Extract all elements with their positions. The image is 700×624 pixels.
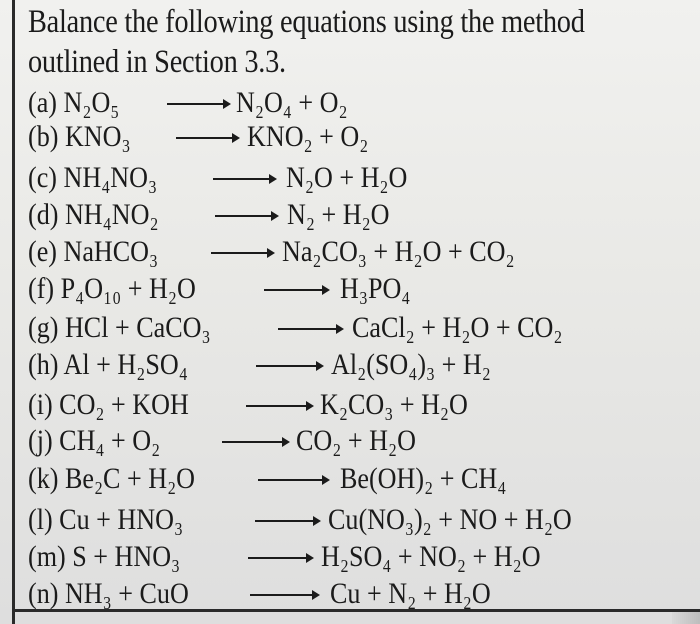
equation-e	[0, 235, 700, 269]
reactants: Be₂C + H₂O	[64, 462, 196, 495]
reaction-arrow-icon	[222, 441, 284, 443]
equation-n	[0, 577, 700, 611]
equation-lhs	[28, 462, 195, 496]
reactants: CO₂ + KOH	[59, 388, 189, 421]
equation-lhs	[28, 161, 157, 195]
equation-letter: (l)	[28, 503, 53, 536]
instruction-line-1: Balance the following equations using the method	[28, 4, 585, 40]
equation-letter: (j)	[28, 424, 53, 457]
equation-j	[0, 424, 700, 458]
equation-letter: (g)	[28, 311, 59, 344]
equation-c	[0, 161, 700, 195]
equation-lhs	[28, 577, 189, 611]
equation-h	[0, 348, 700, 382]
reaction-arrow-icon	[215, 215, 273, 217]
reaction-arrow-icon	[211, 252, 269, 254]
equation-g	[0, 311, 700, 345]
reactants: CH₄ + O₂	[59, 424, 161, 457]
equation-a	[0, 86, 700, 120]
equation-letter: (b)	[28, 120, 59, 153]
reaction-arrow-icon	[248, 557, 308, 559]
products: N₂O + H₂O	[286, 161, 408, 194]
products: H₂SO₄ + NO₂ + H₂O	[321, 540, 541, 573]
products: Be(OH)₂ + CH₄	[340, 462, 507, 495]
equation-letter: (c)	[28, 161, 57, 194]
equation-lhs	[28, 388, 189, 422]
equation-lhs	[28, 503, 183, 537]
products: K₂CO₃ + H₂O	[320, 388, 468, 421]
reactants: NH₄NO₂	[64, 198, 159, 231]
equation-lhs	[28, 86, 119, 120]
reactants: N₂O₅	[63, 86, 120, 119]
reactants: Al + H₂SO₄	[63, 348, 188, 381]
reactants: NaHCO₃	[63, 235, 159, 268]
products: Cu(NO₃)₂ + NO + H₂O	[328, 503, 572, 536]
equation-letter: (d)	[28, 198, 59, 231]
reaction-arrow-icon	[167, 103, 225, 105]
equation-letter: (e)	[28, 235, 57, 268]
products: Al₂(SO₄)₃ + H₂	[331, 348, 491, 381]
products: Na₂CO₃ + H₂O + CO₂	[282, 235, 515, 268]
equation-letter: (a)	[28, 86, 57, 119]
reaction-arrow-icon	[264, 289, 324, 291]
reaction-arrow-icon	[256, 365, 318, 367]
reactants: S + HNO₃	[72, 540, 181, 573]
equation-letter: (f)	[28, 272, 55, 305]
reactants: HCl + CaCO₃	[64, 311, 211, 344]
equation-lhs	[28, 120, 131, 154]
reaction-arrow-icon	[255, 520, 315, 522]
equation-letter: (k)	[28, 462, 59, 495]
equation-k	[0, 462, 700, 496]
page-corner	[672, 612, 700, 624]
equation-lhs	[28, 540, 180, 574]
products: CaCl₂ + H₂O + CO₂	[352, 311, 563, 344]
equation-lhs	[28, 272, 196, 306]
products: N₂O₄ + O₂	[236, 86, 348, 119]
reactants: P₄O₁₀ + H₂O	[60, 272, 196, 305]
reactants: NH₄NO₃	[63, 161, 158, 194]
equation-i	[0, 388, 700, 422]
equation-l	[0, 503, 700, 537]
equation-lhs	[28, 235, 158, 269]
products: KNO₂ + O₂	[247, 120, 369, 153]
equation-lhs	[28, 424, 160, 458]
problem-instructions	[28, 2, 602, 82]
equation-letter: (m)	[28, 540, 66, 573]
equation-letter: (h)	[28, 348, 59, 381]
equation-m	[0, 540, 700, 574]
reaction-arrow-icon	[176, 137, 234, 139]
reactants: Cu + HNO₃	[59, 503, 184, 536]
equation-lhs	[28, 348, 188, 382]
reaction-arrow-icon	[250, 594, 314, 596]
reactants: KNO₃	[64, 120, 131, 153]
products: N₂ + H₂O	[287, 198, 390, 231]
products: CO₂ + H₂O	[296, 424, 416, 457]
reaction-arrow-icon	[246, 405, 308, 407]
products: Cu + N₂ + H₂O	[330, 577, 491, 610]
equation-b	[0, 120, 700, 154]
reactants: NH₃ + CuO	[64, 577, 189, 610]
reaction-arrow-icon	[258, 479, 324, 481]
products: H₃PO₄	[340, 272, 411, 305]
equation-lhs	[28, 198, 159, 232]
instruction-line-2: outlined in Section 3.3.	[28, 44, 286, 80]
reaction-arrow-icon	[213, 178, 271, 180]
equation-lhs	[28, 311, 211, 345]
equation-letter: (n)	[28, 577, 59, 610]
equation-f	[0, 272, 700, 306]
reaction-arrow-icon	[278, 328, 338, 330]
equation-d	[0, 198, 700, 232]
equation-letter: (i)	[28, 388, 53, 421]
